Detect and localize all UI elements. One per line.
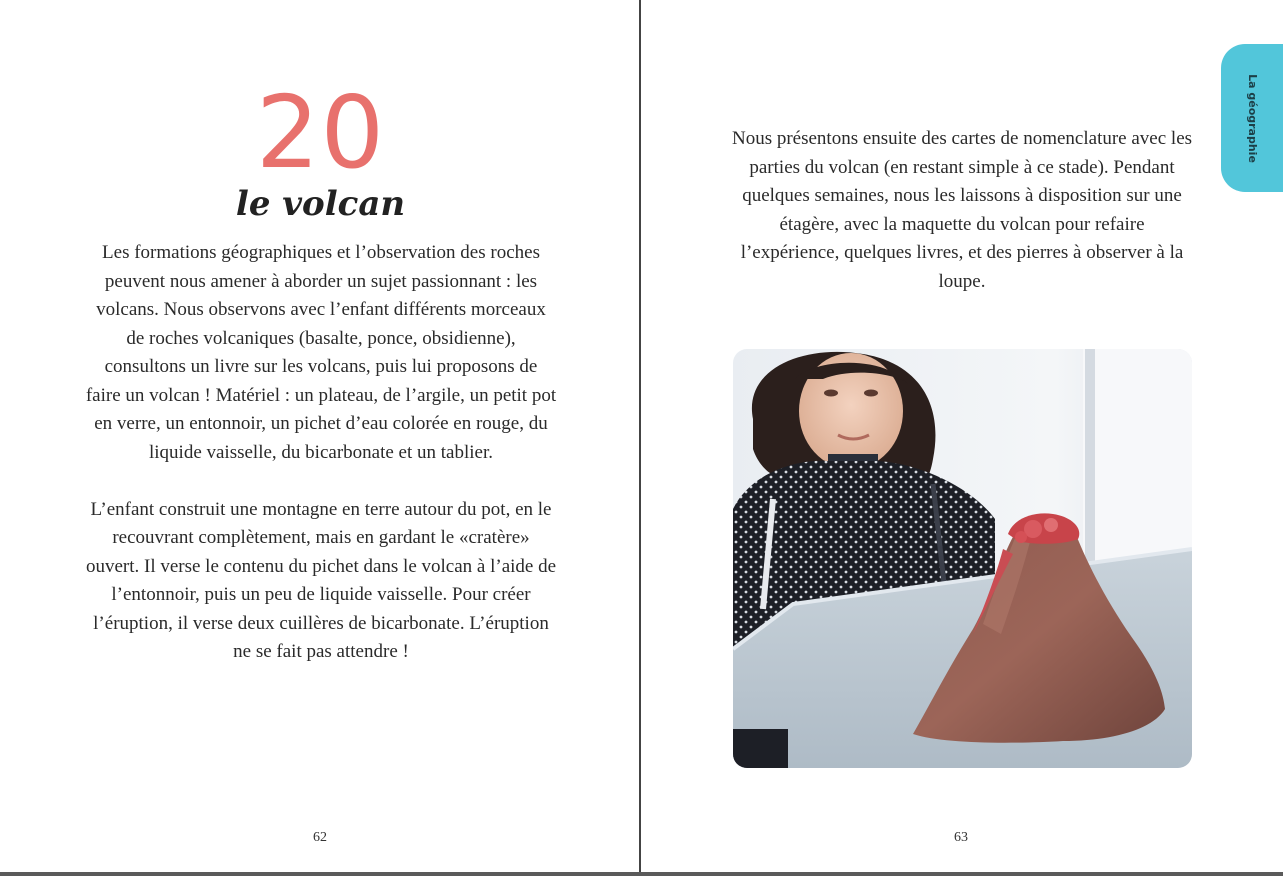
right-body-text — [731, 125, 1193, 296]
section-tab-label: La géographie — [1245, 73, 1259, 163]
left-page — [0, 0, 641, 872]
volcano-photo — [733, 349, 1192, 768]
volcano-photo-image — [733, 349, 1192, 768]
right-page — [641, 0, 1283, 872]
paragraph: Les formations géographiques et l’observation des roches peuvent nous amener à aborder un sujet passionnant : les volcans. Nous observons avec l’enfant différents morceaux de roches volcaniques (basalte, ponce, obsidienne), consultons un livre sur les volcans, puis lui proposons de faire un volcan ! Matériel : un plateau, de l’argile, un petit pot en verre, un entonnoir, un pichet d’eau colorée en rouge, du liquide vaisselle, du bicarbonate et un tablier. — [85, 242, 557, 463]
paragraph: Nous présentons ensuite des cartes de nomenclature avec les parties du volcan (en restant simple à ce stade). Pendant quelques semaines, nous les laissons à disposition sur une étagère, avec la maquette du volcan pour refaire l’expérience, quelques livres, et des pierres à observer à la loupe. — [731, 128, 1193, 292]
page-number-right: 63 — [954, 830, 968, 845]
page-number-left: 62 — [313, 830, 327, 845]
chapter-number: 20 — [255, 74, 386, 191]
paragraph: L’enfant construit une montagne en terre autour du pot, en le recouvrant complètement, mais en gardant le «cratère» ouvert. Il verse le contenu du pichet dans le volcan à l’aide de l’entonnoir, puis un peu de liquide vaisselle. Pour créer l’éruption, il verse deux cuillères de bicarbonate. L’éruption ne se fait pas attendre ! — [85, 498, 557, 662]
section-tab[interactable] — [1221, 44, 1283, 192]
left-body-text — [85, 239, 557, 667]
chapter-title: le volcan — [235, 184, 406, 224]
